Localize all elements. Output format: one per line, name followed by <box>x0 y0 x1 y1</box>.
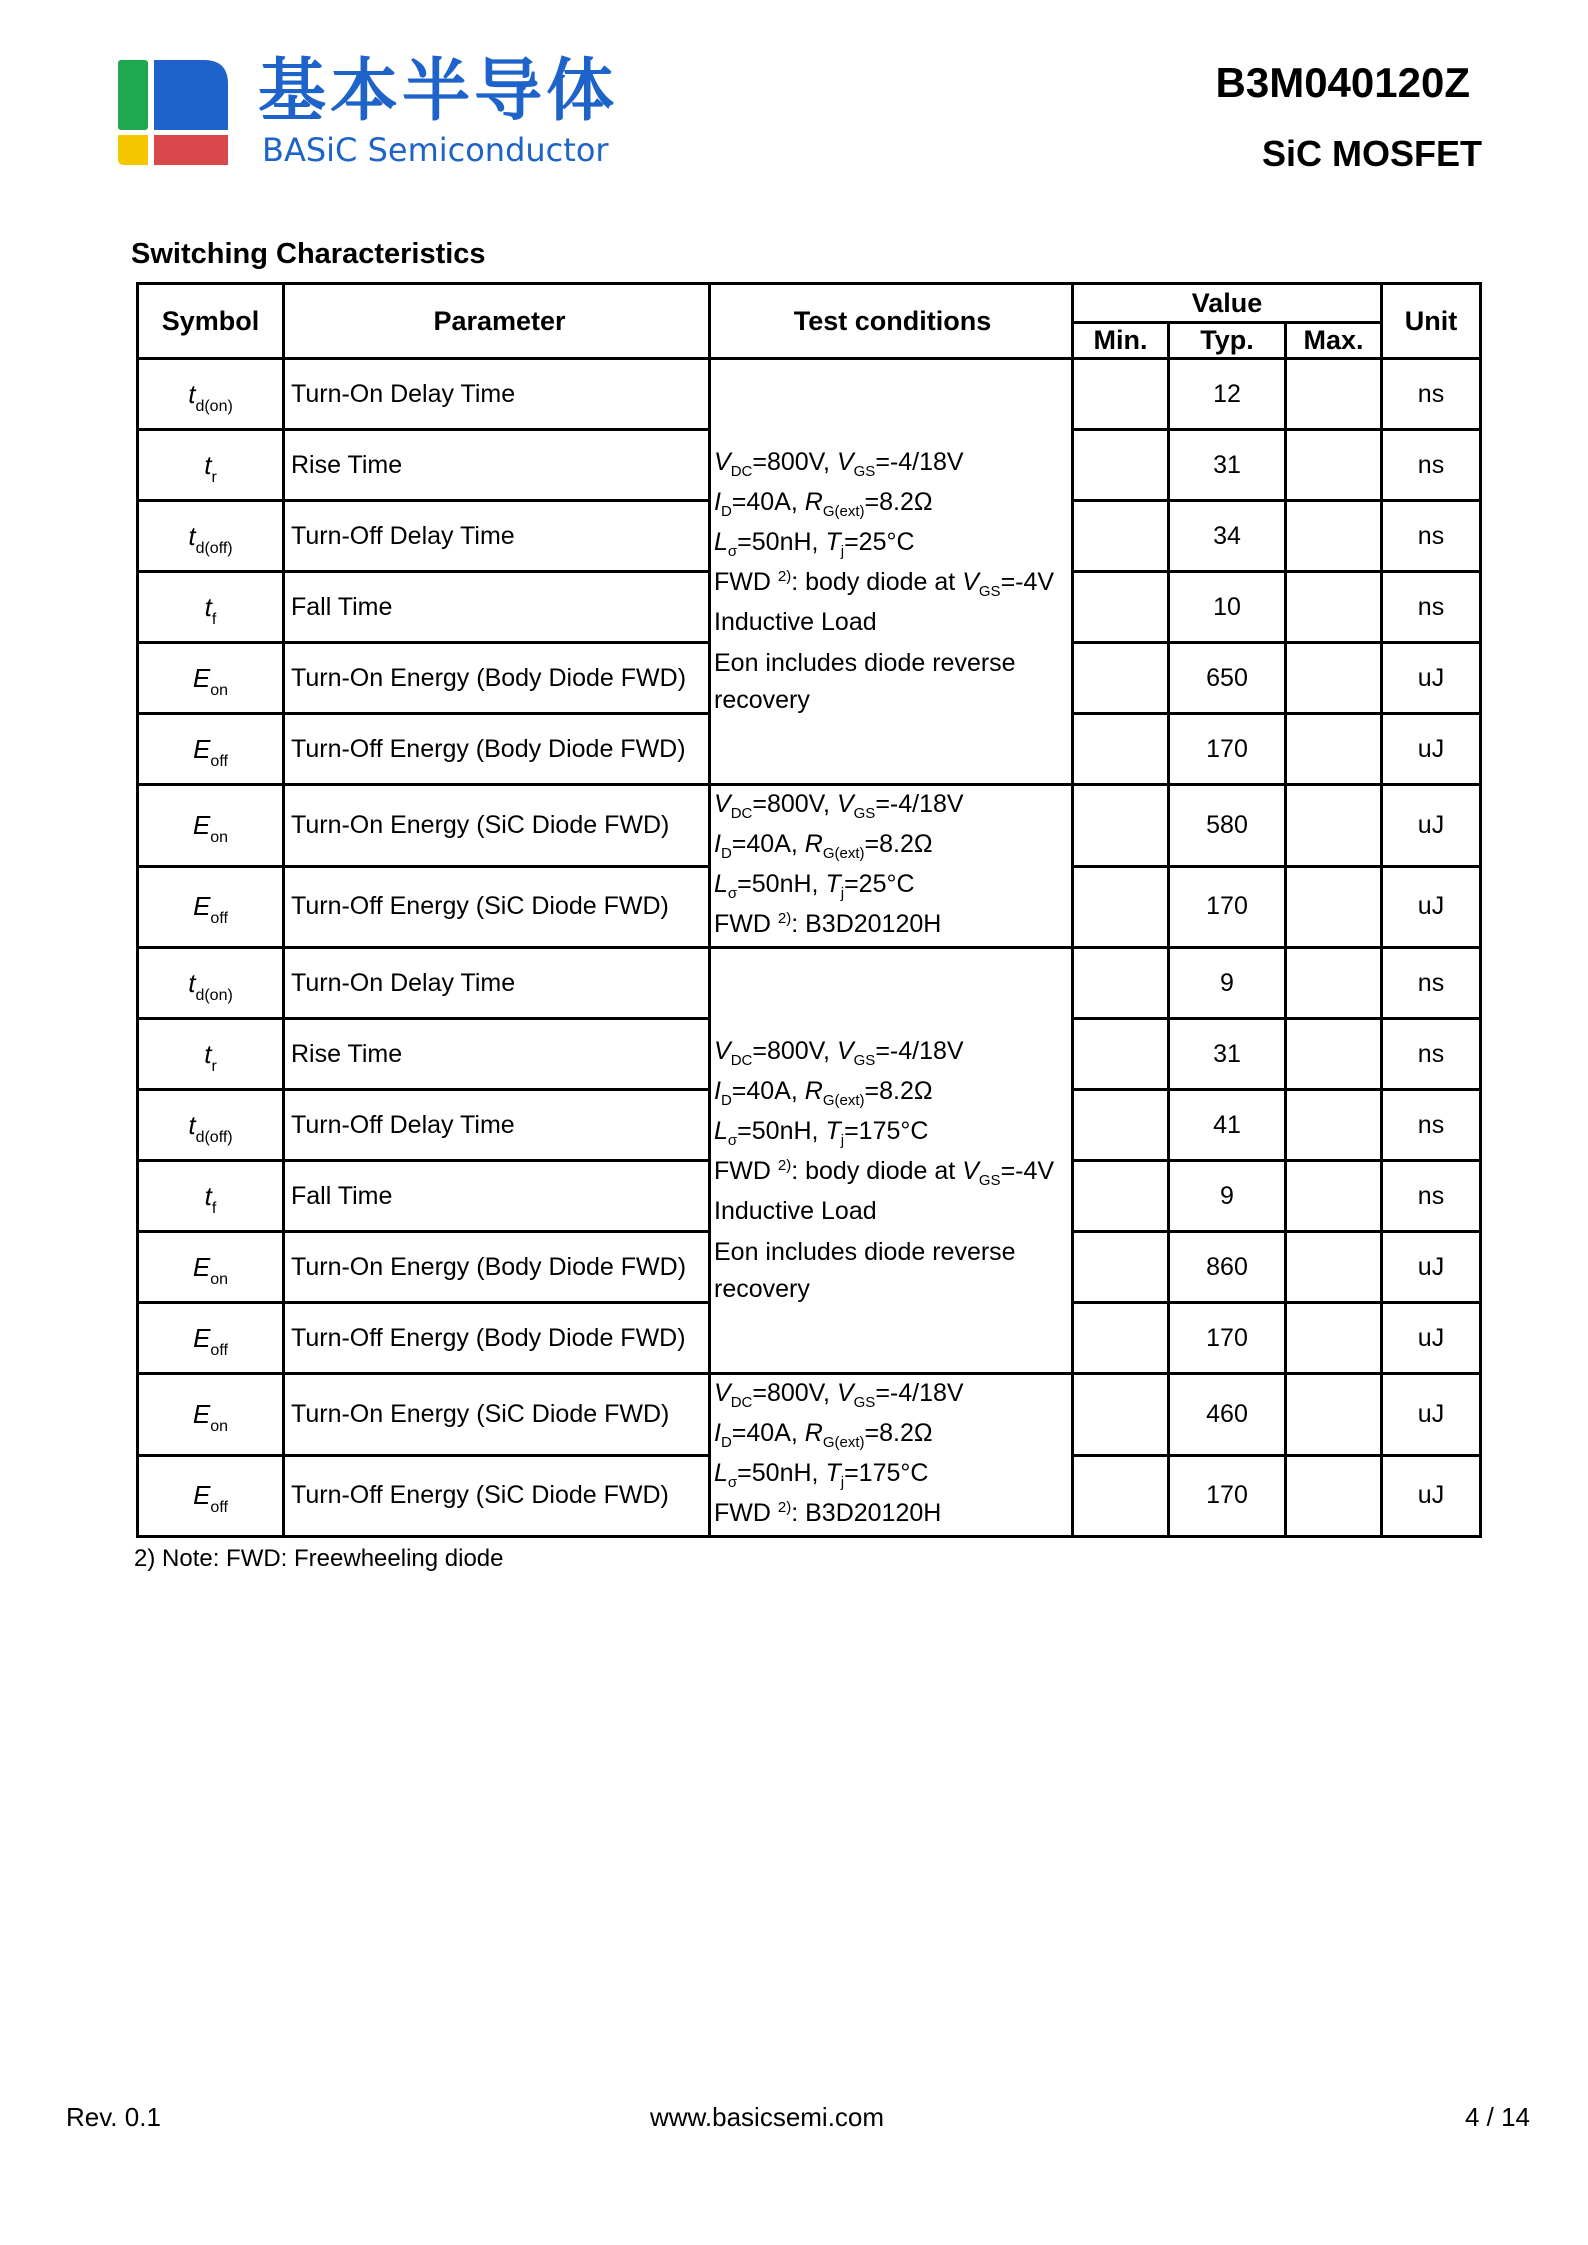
parameter-cell: Rise Time <box>284 1019 710 1090</box>
symbol-cell <box>138 714 284 785</box>
symbol-subscript: off <box>210 1341 228 1359</box>
cond-sub: j <box>840 1132 845 1149</box>
min-cell <box>1073 572 1169 643</box>
cond-sub: σ <box>727 543 738 560</box>
cond-text: =8.2Ω <box>864 1419 933 1447</box>
test-conditions-cell <box>710 359 1073 785</box>
parameter-cell: Turn-Off Energy (Body Diode FWD) <box>284 1303 710 1374</box>
parameter-cell: Turn-On Energy (Body Diode FWD) <box>284 1232 710 1303</box>
min-cell <box>1073 785 1169 867</box>
unit-cell: uJ <box>1382 1232 1481 1303</box>
cond-symbol: R <box>804 488 823 516</box>
cond-sub: GS <box>853 805 876 822</box>
unit-cell: ns <box>1382 1019 1481 1090</box>
symbol-cell <box>138 1374 284 1456</box>
max-cell <box>1286 1303 1382 1374</box>
header-min: Min. <box>1073 323 1169 359</box>
parameter-cell: Fall Time <box>284 1161 710 1232</box>
min-cell <box>1073 501 1169 572</box>
cond-symbol: V <box>836 448 854 476</box>
symbol-letter: E <box>193 733 211 764</box>
symbol-subscript: d(on) <box>195 986 233 1004</box>
parameter-cell: Turn-On Energy (SiC Diode FWD) <box>284 785 710 867</box>
cond-sub: G(ext) <box>822 1092 865 1109</box>
cond-symbol: V <box>836 790 854 818</box>
cond-text: =8.2Ω <box>864 488 933 516</box>
cond-symbol: R <box>804 1077 823 1105</box>
cond-symbol: I <box>714 1419 721 1447</box>
footnote-ref: 2) <box>777 910 792 927</box>
cond-sub: j <box>840 543 845 560</box>
parameter-cell: Turn-Off Energy (SiC Diode FWD) <box>284 866 710 948</box>
symbol-subscript: off <box>210 910 228 928</box>
cond-symbol: T <box>825 1459 841 1487</box>
typ-cell: 650 <box>1169 643 1286 714</box>
typ-cell: 170 <box>1169 1455 1286 1537</box>
cond-text: Eon includes diode reverse <box>714 1238 1016 1266</box>
min-cell <box>1073 948 1169 1019</box>
typ-cell: 580 <box>1169 785 1286 867</box>
symbol-cell <box>138 1303 284 1374</box>
unit-cell: ns <box>1382 948 1481 1019</box>
symbol-letter: t <box>188 378 196 409</box>
symbol-cell <box>138 430 284 501</box>
symbol-subscript: r <box>211 468 217 486</box>
part-number: B3M040120Z <box>1215 59 1470 106</box>
symbol-cell <box>138 948 284 1019</box>
cond-text: =800V, <box>752 1037 837 1065</box>
symbol-cell <box>138 1232 284 1303</box>
cond-text: =40A, <box>731 1419 805 1447</box>
table-row <box>138 948 1481 1019</box>
cond-text: =-4/18V <box>875 1379 964 1407</box>
header-symbol: Symbol <box>138 284 284 359</box>
symbol-letter: t <box>188 520 196 551</box>
cond-symbol: V <box>836 1379 854 1407</box>
symbol-letter: t <box>204 449 212 480</box>
symbol-cell <box>138 1019 284 1090</box>
symbol-subscript: f <box>211 610 217 628</box>
symbol-cell <box>138 501 284 572</box>
cond-text: =-4/18V <box>875 1037 964 1065</box>
cond-symbol: I <box>714 830 721 858</box>
footnote: 2) Note: FWD: Freewheeling diode <box>134 1545 504 1572</box>
unit-cell: ns <box>1382 501 1481 572</box>
symbol-letter: t <box>204 1038 212 1069</box>
cond-text: =800V, <box>752 448 837 476</box>
cond-text: =-4/18V <box>875 790 964 818</box>
symbol-letter: t <box>188 1109 196 1140</box>
cond-symbol: I <box>714 488 721 516</box>
unit-cell: uJ <box>1382 643 1481 714</box>
cond-symbol: T <box>825 1117 841 1145</box>
parameter-cell: Turn-On Energy (Body Diode FWD) <box>284 643 710 714</box>
brand-name-english: BASiC Semiconductor <box>262 131 609 169</box>
cond-sub: DC <box>730 463 753 480</box>
cond-text: =40A, <box>731 1077 805 1105</box>
table-row <box>138 785 1481 867</box>
max-cell <box>1286 359 1382 430</box>
cond-text: FWD <box>714 568 778 596</box>
cond-text: =175°C <box>844 1117 929 1145</box>
footnote-ref: 2) <box>777 1157 792 1174</box>
cond-sub: GS <box>853 463 876 480</box>
symbol-letter: t <box>204 591 212 622</box>
cond-text: : body diode at <box>791 1157 963 1185</box>
cond-sub: G(ext) <box>822 845 865 862</box>
cond-symbol: V <box>714 790 731 818</box>
cond-text: =50nH, <box>737 870 826 898</box>
typ-cell: 10 <box>1169 572 1286 643</box>
cond-symbol: V <box>714 448 731 476</box>
max-cell <box>1286 948 1382 1019</box>
min-cell <box>1073 1374 1169 1456</box>
max-cell <box>1286 643 1382 714</box>
symbol-subscript: off <box>210 1499 228 1517</box>
max-cell <box>1286 572 1382 643</box>
cond-sub: σ <box>727 1132 738 1149</box>
cond-text: : body diode at <box>791 568 963 596</box>
min-cell <box>1073 430 1169 501</box>
cond-symbol: I <box>714 1077 721 1105</box>
symbol-cell <box>138 866 284 948</box>
symbol-letter: E <box>192 1398 211 1429</box>
footer-page-number: 4 / 14 <box>1464 2102 1530 2132</box>
max-cell <box>1286 1019 1382 1090</box>
header-value: Value <box>1073 284 1382 323</box>
symbol-letter: E <box>192 1251 211 1282</box>
cond-symbol: V <box>714 1037 731 1065</box>
max-cell <box>1286 714 1382 785</box>
cond-text: =50nH, <box>737 1459 826 1487</box>
symbol-letter: E <box>192 809 211 840</box>
cond-symbol: L <box>714 528 728 556</box>
test-conditions-cell <box>710 1374 1073 1537</box>
cond-text: =40A, <box>731 830 805 858</box>
cond-sub: DC <box>730 1394 753 1411</box>
symbol-cell <box>138 785 284 867</box>
cond-text: =800V, <box>752 1379 837 1407</box>
brand-name-chinese: 基本半导体 <box>258 52 619 131</box>
cond-sub: GS <box>978 1172 1001 1189</box>
cond-sub: σ <box>727 1474 738 1491</box>
unit-cell: ns <box>1382 1090 1481 1161</box>
cond-sub: G(ext) <box>822 1434 865 1451</box>
footnote-ref: 2) <box>777 568 792 585</box>
typ-cell: 31 <box>1169 430 1286 501</box>
footer-revision: Rev. 0.1 <box>66 2102 161 2132</box>
cond-symbol: T <box>825 528 841 556</box>
cond-text: Inductive Load <box>714 608 877 636</box>
cond-symbol: L <box>714 1117 728 1145</box>
max-cell <box>1286 785 1382 867</box>
cond-text: =-4/18V <box>875 448 964 476</box>
cond-text: FWD <box>714 1157 778 1185</box>
typ-cell: 170 <box>1169 714 1286 785</box>
cond-text: =800V, <box>752 790 837 818</box>
parameter-cell: Turn-Off Delay Time <box>284 1090 710 1161</box>
min-cell <box>1073 866 1169 948</box>
cond-text: =175°C <box>844 1459 929 1487</box>
cond-text: Eon includes diode reverse <box>714 649 1016 677</box>
typ-cell: 41 <box>1169 1090 1286 1161</box>
symbol-cell <box>138 359 284 430</box>
table-body <box>138 359 1481 1537</box>
max-cell <box>1286 866 1382 948</box>
typ-cell: 31 <box>1169 1019 1286 1090</box>
header-unit: Unit <box>1382 284 1481 359</box>
cond-symbol: R <box>804 1419 823 1447</box>
test-conditions-cell <box>710 948 1073 1374</box>
parameter-cell: Turn-Off Energy (Body Diode FWD) <box>284 714 710 785</box>
cond-sub: GS <box>853 1052 876 1069</box>
typ-cell: 170 <box>1169 866 1286 948</box>
min-cell <box>1073 1455 1169 1537</box>
cond-text: recovery <box>714 1275 810 1303</box>
cond-sub: GS <box>978 583 1001 600</box>
symbol-subscript: f <box>211 1199 217 1217</box>
symbol-subscript: on <box>210 1417 229 1435</box>
symbol-letter: E <box>192 662 211 693</box>
basic-logo-icon <box>118 60 228 170</box>
cond-sub: j <box>840 885 845 902</box>
symbol-letter: t <box>188 967 196 998</box>
symbol-subscript: on <box>210 1270 229 1288</box>
cond-text: =25°C <box>844 528 915 556</box>
cond-sub: D <box>720 503 732 520</box>
typ-cell: 12 <box>1169 359 1286 430</box>
cond-text: : B3D20120H <box>791 910 942 938</box>
typ-cell: 9 <box>1169 948 1286 1019</box>
symbol-subscript: d(off) <box>195 1128 233 1146</box>
header-parameter: Parameter <box>284 284 710 359</box>
unit-cell: uJ <box>1382 866 1481 948</box>
unit-cell: uJ <box>1382 1455 1481 1537</box>
cond-sub: DC <box>730 805 753 822</box>
table-row <box>138 359 1481 430</box>
cond-sub: j <box>840 1474 845 1491</box>
symbol-subscript: d(on) <box>195 397 233 415</box>
cond-symbol: L <box>714 870 728 898</box>
cond-text: =40A, <box>731 488 805 516</box>
symbol-letter: E <box>193 891 211 922</box>
header-test-conditions: Test conditions <box>710 284 1073 359</box>
symbol-letter: E <box>193 1322 211 1353</box>
symbol-cell <box>138 643 284 714</box>
footnote-ref: 2) <box>777 1499 792 1516</box>
cond-text: =-4V <box>1000 1157 1055 1185</box>
max-cell <box>1286 1455 1382 1537</box>
header-typ: Typ. <box>1169 323 1286 359</box>
max-cell <box>1286 430 1382 501</box>
max-cell <box>1286 1090 1382 1161</box>
symbol-subscript: on <box>210 681 229 699</box>
symbol-cell <box>138 572 284 643</box>
min-cell <box>1073 643 1169 714</box>
cond-text: =50nH, <box>737 528 826 556</box>
cond-sub: G(ext) <box>822 503 865 520</box>
cond-text: Inductive Load <box>714 1197 877 1225</box>
cond-symbol: V <box>836 1037 854 1065</box>
min-cell <box>1073 359 1169 430</box>
cond-sub: σ <box>727 885 738 902</box>
cond-text: : B3D20120H <box>791 1499 942 1527</box>
unit-cell: ns <box>1382 572 1481 643</box>
section-title: Switching Characteristics <box>131 238 486 270</box>
parameter-cell: Rise Time <box>284 430 710 501</box>
max-cell <box>1286 501 1382 572</box>
typ-cell: 460 <box>1169 1374 1286 1456</box>
header-max: Max. <box>1286 323 1382 359</box>
parameter-cell: Turn-Off Energy (SiC Diode FWD) <box>284 1455 710 1537</box>
symbol-subscript: off <box>210 752 228 770</box>
max-cell <box>1286 1374 1382 1456</box>
symbol-cell <box>138 1455 284 1537</box>
typ-cell: 860 <box>1169 1232 1286 1303</box>
footer-website: www.basicsemi.com <box>650 2102 885 2132</box>
symbol-letter: E <box>193 1480 211 1511</box>
max-cell <box>1286 1232 1382 1303</box>
symbol-cell <box>138 1090 284 1161</box>
cond-text: recovery <box>714 686 810 714</box>
cond-text: =8.2Ω <box>864 1077 933 1105</box>
min-cell <box>1073 1303 1169 1374</box>
cond-sub: D <box>720 1434 732 1451</box>
unit-cell: uJ <box>1382 714 1481 785</box>
min-cell <box>1073 714 1169 785</box>
parameter-cell: Turn-On Energy (SiC Diode FWD) <box>284 1374 710 1456</box>
symbol-subscript: on <box>210 828 229 846</box>
unit-cell: uJ <box>1382 1303 1481 1374</box>
unit-cell: uJ <box>1382 785 1481 867</box>
cond-sub: D <box>720 1092 732 1109</box>
symbol-letter: t <box>204 1180 212 1211</box>
min-cell <box>1073 1019 1169 1090</box>
cond-text: =8.2Ω <box>864 830 933 858</box>
typ-cell: 9 <box>1169 1161 1286 1232</box>
min-cell <box>1073 1232 1169 1303</box>
symbol-subscript: d(off) <box>195 539 233 557</box>
unit-cell: uJ <box>1382 1374 1481 1456</box>
cond-text: =-4V <box>1000 568 1055 596</box>
unit-cell: ns <box>1382 359 1481 430</box>
cond-sub: GS <box>853 1394 876 1411</box>
parameter-cell: Turn-On Delay Time <box>284 359 710 430</box>
cond-sub: D <box>720 845 732 862</box>
cond-symbol: V <box>962 1157 979 1185</box>
min-cell <box>1073 1161 1169 1232</box>
cond-sub: DC <box>730 1052 753 1069</box>
parameter-cell: Turn-On Delay Time <box>284 948 710 1019</box>
cond-symbol: V <box>714 1379 731 1407</box>
min-cell <box>1073 1090 1169 1161</box>
unit-cell: ns <box>1382 1161 1481 1232</box>
symbol-cell <box>138 1161 284 1232</box>
switching-characteristics-table <box>136 282 1482 1538</box>
max-cell <box>1286 1161 1382 1232</box>
unit-cell: ns <box>1382 430 1481 501</box>
cond-text: =25°C <box>844 870 915 898</box>
device-type: SiC MOSFET <box>1261 133 1482 174</box>
cond-text: =50nH, <box>737 1117 826 1145</box>
parameter-cell: Turn-Off Delay Time <box>284 501 710 572</box>
test-conditions-cell <box>710 785 1073 948</box>
cond-text: FWD <box>714 910 778 938</box>
cond-symbol: V <box>962 568 979 596</box>
cond-text: FWD <box>714 1499 778 1527</box>
typ-cell: 34 <box>1169 501 1286 572</box>
cond-symbol: T <box>825 870 841 898</box>
table-row <box>138 1374 1481 1456</box>
cond-symbol: L <box>714 1459 728 1487</box>
cond-symbol: R <box>804 830 823 858</box>
parameter-cell: Fall Time <box>284 572 710 643</box>
symbol-subscript: r <box>211 1057 217 1075</box>
typ-cell: 170 <box>1169 1303 1286 1374</box>
